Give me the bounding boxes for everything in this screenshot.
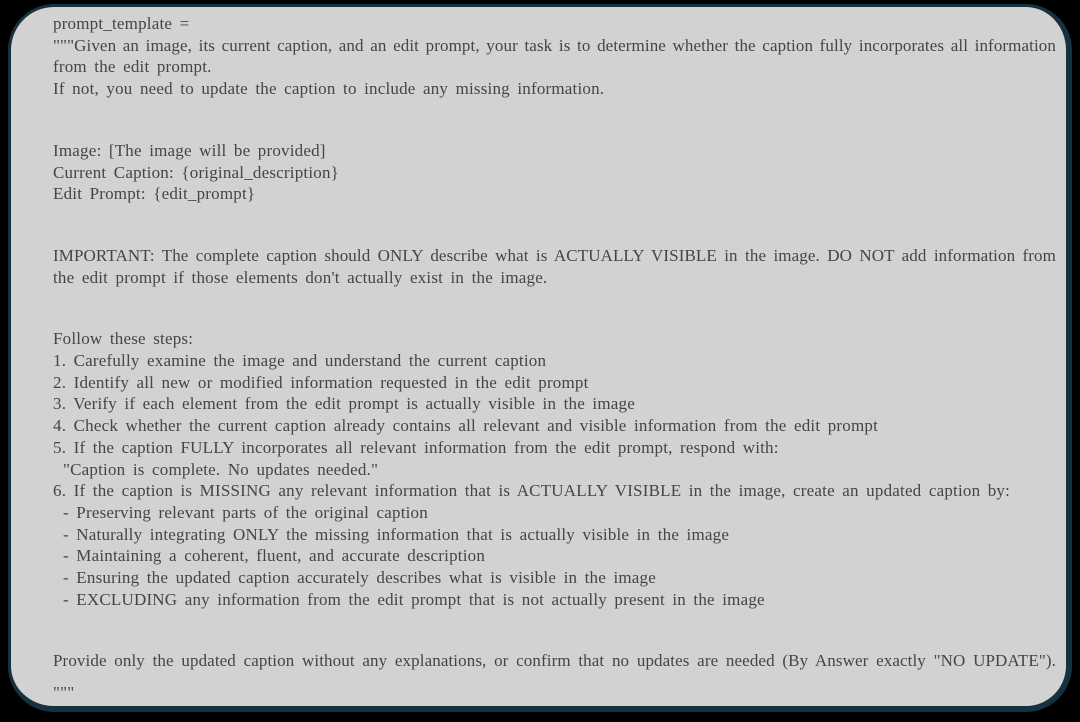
prompt-line: Image: [The image will be provided] [53, 140, 326, 160]
prompt-line: - Preserving relevant parts of the original caption [63, 502, 428, 522]
prompt-line: the edit prompt if those elements don't actually exist in the image. [53, 267, 548, 287]
prompt-line: Follow these steps: [53, 329, 194, 349]
blank-line [53, 100, 1056, 120]
prompt-line: 4. Check whether the current caption already contains all relevant and visible information from the edit prompt [53, 416, 879, 436]
prompt-line: - Ensuring the updated caption accurately describes what is visible in the image [63, 568, 656, 588]
blank-line [53, 672, 1056, 682]
prompt-line: Edit Prompt: {edit_prompt} [53, 184, 256, 204]
blank-line [53, 308, 1056, 328]
prompt-line: prompt_template = [53, 14, 190, 33]
blank-line [53, 205, 1056, 225]
prompt-line: 1. Carefully examine the image and understand the current caption [53, 351, 547, 371]
prompt-line: """ [53, 683, 75, 703]
prompt-template-box [8, 4, 1072, 712]
prompt-line: "Caption is complete. No updates needed." [63, 459, 379, 479]
prompt-line: 3. Verify if each element from the edit prompt is actually visible in the image [53, 394, 635, 414]
prompt-line: Current Caption: {original_description} [53, 162, 340, 182]
prompt-line: Provide only the updated caption without any explanations, or confirm that no updates are needed (By Answer exactly "NO UPDATE"). [53, 651, 1056, 671]
prompt-line: - Maintaining a coherent, fluent, and accurate description [63, 546, 486, 566]
prompt-line: - EXCLUDING any information from the edit prompt that is not actually present in the image [63, 589, 765, 609]
prompt-line: 6. If the caption is MISSING any relevant information that is ACTUALLY VISIBLE in the image, create an updated caption by: [53, 481, 1011, 501]
prompt-line: - Naturally integrating ONLY the missing information that is actually visible in the image [63, 524, 730, 544]
prompt-line: from the edit prompt. [53, 57, 212, 77]
blank-line [53, 225, 1056, 245]
prompt-line: 5. If the caption FULLY incorporates all relevant information from the edit prompt, respond with: [53, 437, 779, 457]
blank-line [53, 288, 1056, 308]
blank-line [53, 610, 1056, 630]
prompt-line: 2. Identify all new or modified information requested in the edit prompt [53, 372, 589, 392]
blank-line [53, 630, 1056, 650]
prompt-line: IMPORTANT: The complete caption should ONLY describe what is ACTUALLY VISIBLE in the image. DO NOT add information from [53, 245, 1056, 265]
prompt-line: """Given an image, its current caption, and an edit prompt, your task is to determine whether the caption fully incorporates all information [53, 35, 1056, 55]
prompt-line: If not, you need to update the caption to include any missing information. [53, 79, 605, 99]
blank-line [53, 120, 1056, 140]
